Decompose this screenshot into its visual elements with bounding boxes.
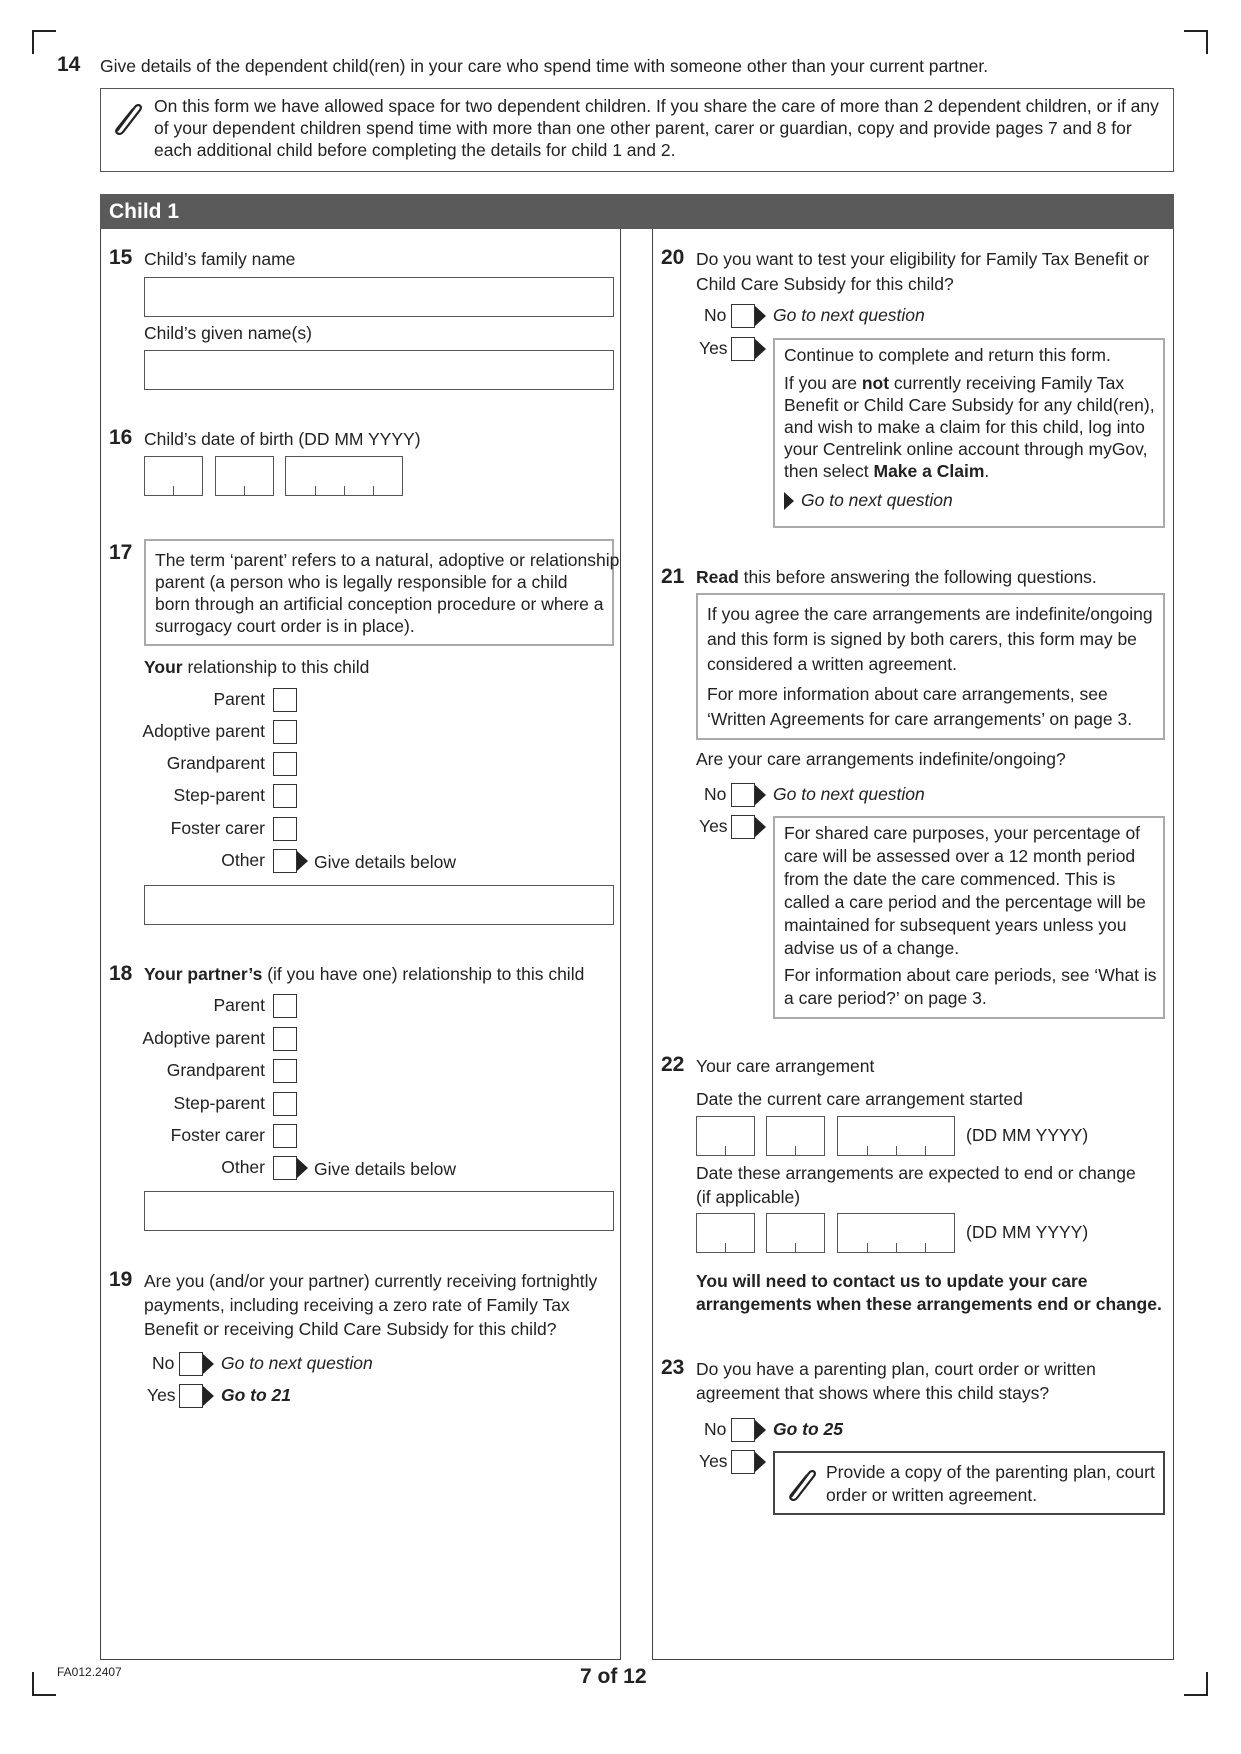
end-date-label: (if applicable) [696, 1187, 801, 1207]
checkbox-partner-adoptive-parent[interactable] [273, 1027, 297, 1051]
question-number: 23 [661, 1356, 685, 1379]
start-year-input[interactable] [837, 1116, 955, 1156]
question-14-text: Give details of the dependent child(ren) in your care who spend time with someone other than your current partner. [100, 56, 989, 76]
yes-label: Yes [699, 816, 728, 836]
date-of-birth-label: Child’s date of birth (DD MM YYYY) [144, 429, 421, 449]
dob-day-input[interactable] [144, 456, 203, 496]
date-format-hint: (DD MM YYYY) [966, 1222, 1089, 1242]
start-month-input[interactable] [766, 1116, 825, 1156]
end-year-input[interactable] [837, 1213, 955, 1253]
info-line: your Centrelink online account through myGov, [784, 439, 1148, 459]
info-line: advise us of a change. [784, 938, 960, 958]
question-number: 18 [109, 962, 133, 985]
family-name-input[interactable] [144, 277, 614, 317]
read-label: Read this before answering the following questions. [696, 567, 1097, 587]
arrow-icon [755, 1452, 766, 1472]
info-line: Continue to complete and return this form. [784, 345, 1111, 365]
care-arrangement-label: Your care arrangement [696, 1056, 875, 1076]
arrow-icon [297, 851, 308, 871]
note-box [100, 88, 1174, 172]
paperclip-icon [109, 97, 145, 137]
checkbox-q20-no[interactable] [731, 304, 755, 328]
given-name-input[interactable] [144, 350, 614, 390]
no-action: Go to next question [773, 784, 925, 804]
checkbox-other[interactable] [273, 849, 297, 873]
checkbox-parent[interactable] [273, 688, 297, 712]
partner-other-details-input[interactable] [144, 1191, 614, 1231]
question-19-line: payments, including receiving a zero rate of Family Tax [144, 1295, 570, 1315]
page-number: 7 of 12 [580, 1665, 647, 1688]
checkbox-partner-step-parent[interactable] [273, 1092, 297, 1116]
question-number: 15 [109, 246, 133, 269]
info-line: parent (a person who is legally responsible for a child [155, 572, 568, 592]
no-label: No [152, 1353, 175, 1373]
question-number: 20 [661, 246, 685, 269]
question-number: 17 [109, 541, 133, 564]
section-title: Child 1 [109, 200, 180, 223]
info-line: born through an artificial conception procedure or where a [155, 594, 604, 614]
question-number: 14 [57, 53, 81, 76]
info-line: Benefit or Child Care Subsidy for any child(ren), [784, 395, 1155, 415]
crop-mark-top-right [1184, 30, 1208, 54]
parent-definition-box [144, 539, 620, 646]
care-period-box [773, 816, 1165, 1019]
option-label: Adoptive parent [142, 721, 265, 741]
checkbox-partner-foster-carer[interactable] [273, 1124, 297, 1148]
note-line: each additional child before completing the details for child 1 and 2. [154, 140, 676, 160]
yes-label: Yes [699, 1451, 728, 1471]
option-label: Other [221, 850, 265, 870]
no-action: Go to 25 [773, 1419, 844, 1439]
crop-mark-bottom-left [32, 1672, 56, 1696]
arrow-icon [755, 785, 766, 805]
indefinite-question: Are your care arrangements indefinite/ongoing? [696, 749, 1066, 769]
checkbox-q19-yes[interactable] [179, 1384, 203, 1408]
question-19-line: Benefit or receiving Child Care Subsidy for this child? [144, 1319, 557, 1339]
question-number: 19 [109, 1268, 133, 1291]
no-action: Go to next question [221, 1353, 373, 1373]
option-label: Grandparent [166, 1060, 265, 1080]
update-note: arrangements when these arrangements end or change. [696, 1294, 1162, 1314]
dob-month-input[interactable] [215, 456, 274, 496]
your-relationship-label: Your relationship to this child [144, 657, 370, 677]
dob-year-input[interactable] [285, 456, 403, 496]
info-line: order or written agreement. [826, 1485, 1038, 1505]
option-label: Foster carer [170, 818, 265, 838]
paperclip-icon [783, 1463, 819, 1503]
checkbox-partner-other[interactable] [273, 1156, 297, 1180]
checkbox-q23-no[interactable] [731, 1418, 755, 1442]
info-line: surrogacy court order is in place). [155, 616, 415, 636]
end-date-label: Date these arrangements are expected to end or change [696, 1163, 1136, 1183]
checkbox-q23-yes[interactable] [731, 1450, 755, 1474]
yes-label: Yes [699, 338, 728, 358]
question-23-line: Do you have a parenting plan, court order or written [696, 1359, 1096, 1379]
info-line: For shared care purposes, your percentage of [784, 823, 1141, 843]
info-line: For more information about care arrangements, see [707, 684, 1108, 704]
other-details-input[interactable] [144, 885, 614, 925]
option-label: Adoptive parent [142, 1028, 265, 1048]
note-line: On this form we have allowed space for two dependent children. If you share the care of more than 2 dependent children, or if any [154, 96, 1159, 116]
checkbox-grandparent[interactable] [273, 752, 297, 776]
checkbox-q21-yes[interactable] [731, 815, 755, 839]
question-19-line: Are you (and/or your partner) currently receiving fortnightly [144, 1271, 598, 1291]
info-line: ‘Written Agreements for care arrangements’ on page 3. [707, 709, 1133, 729]
info-line: For information about care periods, see ‘What is [784, 965, 1157, 985]
start-date-label: Date the current care arrangement started [696, 1089, 1023, 1109]
info-line: The term ‘parent’ refers to a natural, adoptive or relationship [155, 550, 620, 570]
info-line: considered a written agreement. [707, 654, 957, 674]
question-number: 21 [661, 565, 685, 588]
checkbox-q20-yes[interactable] [731, 337, 755, 361]
end-day-input[interactable] [696, 1213, 755, 1253]
info-line: Provide a copy of the parenting plan, court [826, 1462, 1155, 1482]
form-code: FA012.2407 [57, 1665, 122, 1679]
question-number: 22 [661, 1053, 685, 1076]
checkbox-step-parent[interactable] [273, 784, 297, 808]
info-line: care will be assessed over a 12 month period [784, 846, 1136, 866]
no-label: No [704, 305, 727, 325]
date-format-hint: (DD MM YYYY) [966, 1125, 1089, 1145]
written-agreement-box [696, 593, 1165, 740]
checkbox-partner-grandparent[interactable] [273, 1059, 297, 1083]
checkbox-foster-carer[interactable] [273, 817, 297, 841]
option-label: Other [221, 1157, 265, 1177]
other-note: Give details below [314, 852, 457, 872]
parenting-plan-box [773, 1451, 1165, 1515]
end-month-input[interactable] [766, 1213, 825, 1253]
yes-action: Go to 21 [221, 1385, 292, 1405]
checkbox-q21-no[interactable] [731, 783, 755, 807]
option-label: Step-parent [173, 1093, 265, 1113]
info-line: then select Make a Claim. [784, 461, 990, 481]
info-line: If you are not currently receiving Family Tax [784, 373, 1125, 393]
arrow-icon [203, 1386, 214, 1406]
info-line: called a care period and the percentage will be [784, 892, 1146, 912]
arrow-icon [755, 817, 766, 837]
given-name-label: Child’s given name(s) [144, 323, 312, 343]
option-label: Parent [213, 689, 265, 709]
box-action: Go to next question [801, 490, 953, 510]
question-20-line: Child Care Subsidy for this child? [696, 274, 954, 294]
arrow-icon [784, 492, 794, 510]
option-label: Foster carer [170, 1125, 265, 1145]
question-23-line: agreement that shows where this child stays? [696, 1383, 1050, 1403]
checkbox-partner-parent[interactable] [273, 994, 297, 1018]
info-line: and wish to make a claim for this child, log into [784, 417, 1145, 437]
no-action: Go to next question [773, 305, 925, 325]
arrow-icon [755, 306, 766, 326]
option-label: Step-parent [173, 785, 265, 805]
question-20-line: Do you want to test your eligibility for Family Tax Benefit or [696, 249, 1149, 269]
arrow-icon [755, 339, 766, 359]
crop-mark-bottom-right [1184, 1672, 1208, 1696]
partner-relationship-label: Your partner’s (if you have one) relationship to this child [144, 964, 585, 984]
info-line: from the date the care commenced. This is [784, 869, 1116, 889]
section-header [100, 194, 1174, 229]
arrow-icon [755, 1420, 766, 1440]
option-label: Parent [213, 995, 265, 1015]
yes-label: Yes [147, 1385, 176, 1405]
info-line: maintained for subsequent years unless you [784, 915, 1127, 935]
other-note: Give details below [314, 1159, 457, 1179]
start-day-input[interactable] [696, 1116, 755, 1156]
arrow-icon [203, 1354, 214, 1374]
update-note: You will need to contact us to update your care [696, 1271, 1088, 1291]
arrow-icon [297, 1158, 308, 1178]
info-line: a care period?’ on page 3. [784, 988, 987, 1008]
no-label: No [704, 784, 727, 804]
checkbox-q19-no[interactable] [179, 1352, 203, 1376]
checkbox-adoptive-parent[interactable] [273, 720, 297, 744]
question-number: 16 [109, 426, 133, 449]
family-name-label: Child’s family name [144, 249, 296, 269]
info-line: and this form is signed by both carers, this form may be [707, 629, 1137, 649]
no-label: No [704, 1419, 727, 1439]
option-label: Grandparent [166, 753, 265, 773]
crop-mark-top-left [32, 30, 56, 54]
info-line: If you agree the care arrangements are indefinite/ongoing [707, 604, 1153, 624]
note-line: of your dependent children spend time with more than one other parent, carer or guardian, copy and provide pages 7 and 8 for [154, 118, 1132, 138]
eligibility-info-box [773, 338, 1165, 528]
